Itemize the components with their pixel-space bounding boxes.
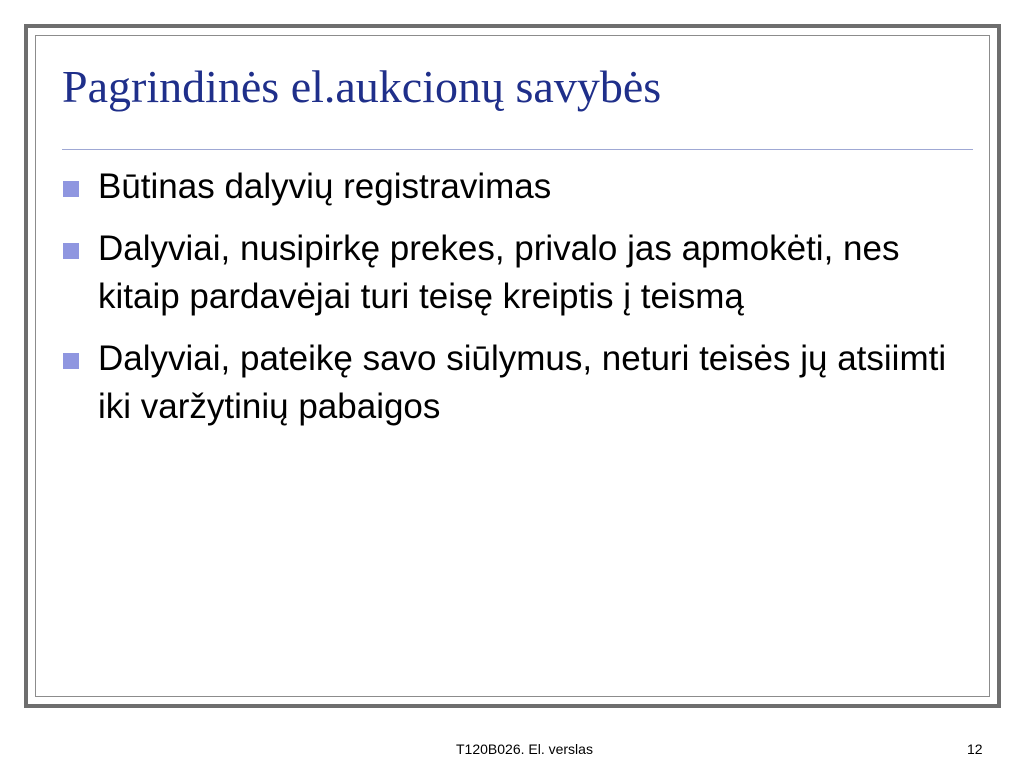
bullet-item xyxy=(58,225,978,321)
square-bullet-icon xyxy=(63,243,79,259)
slide-title: Pagrindinės el.aukcionų savybės xyxy=(62,61,662,112)
bullet-list xyxy=(58,163,978,445)
bullet-text: Dalyviai, pateikę savo siūlymus, neturi teisės jų atsiimti iki varžytinių pabaigos xyxy=(98,339,947,426)
page-number: 12 xyxy=(967,741,983,757)
title-divider xyxy=(62,149,973,150)
square-bullet-icon xyxy=(63,181,79,197)
bullet-item xyxy=(58,335,978,431)
square-bullet-icon xyxy=(63,353,79,369)
footer-course-label: T120B026. El. verslas xyxy=(456,741,593,757)
bullet-text: Dalyviai, nusipirkę prekes, privalo jas apmokėti, nes kitaip pardavėjai turi teisę kreiptis į teismą xyxy=(98,229,900,316)
bullet-item xyxy=(58,163,978,211)
bullet-text: Būtinas dalyvių registravimas xyxy=(98,167,552,206)
